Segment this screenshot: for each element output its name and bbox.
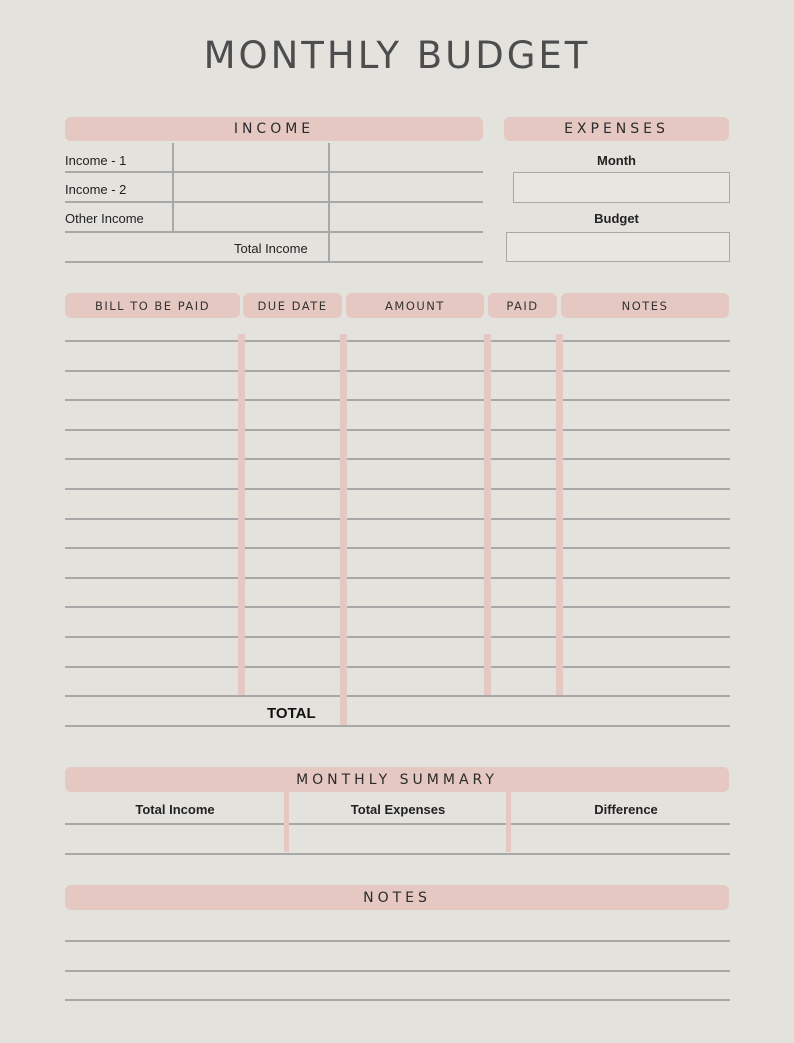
table-row-line (65, 458, 730, 460)
notes-line (65, 999, 730, 1001)
table-row-line (65, 666, 730, 668)
table-row-line (65, 370, 730, 372)
income-row-label: Other Income (65, 211, 144, 226)
income-1-field[interactable] (174, 143, 328, 171)
summary-difference-field[interactable] (512, 825, 730, 852)
column-separator (484, 334, 491, 695)
column-header-notes: NOTES (561, 293, 729, 318)
summary-difference-label: Difference (594, 802, 658, 817)
bills-total-field[interactable] (348, 697, 730, 724)
table-row-line (65, 399, 730, 401)
income-row-label: Income - 2 (65, 182, 127, 197)
divider (65, 231, 483, 233)
summary-total-expenses-label: Total Expenses (350, 802, 446, 817)
table-row-line (65, 636, 730, 638)
expenses-header: EXPENSES (504, 117, 729, 141)
summary-total-expenses-field[interactable] (290, 825, 505, 852)
column-header-amount: AMOUNT (346, 293, 484, 318)
summary-header: MONTHLY SUMMARY (65, 767, 729, 792)
column-separator (506, 792, 511, 852)
table-row-line (65, 577, 730, 579)
month-label: Month (597, 153, 636, 168)
income-2-notes-field[interactable] (330, 173, 483, 201)
budget-label: Budget (594, 211, 639, 226)
table-row-line (65, 429, 730, 431)
notes-area[interactable] (65, 912, 730, 999)
divider (65, 171, 483, 173)
column-header-bill: BILL TO BE PAID (65, 293, 240, 318)
month-field[interactable] (513, 172, 730, 203)
bills-total-label: TOTAL (267, 705, 316, 722)
summary-total-income-label: Total Income (135, 802, 215, 817)
income-header: INCOME (65, 117, 483, 141)
table-row-line (65, 547, 730, 549)
total-income-label: Total Income (234, 241, 308, 256)
divider (328, 143, 330, 262)
income-1-notes-field[interactable] (330, 143, 483, 171)
column-header-due-date: DUE DATE (243, 293, 342, 318)
other-income-notes-field[interactable] (330, 203, 483, 231)
divider (65, 853, 730, 855)
total-income-field[interactable] (330, 233, 483, 261)
column-separator (284, 792, 289, 852)
table-row-line (65, 606, 730, 608)
divider (65, 261, 483, 263)
table-row-line (65, 518, 730, 520)
table-row-line (65, 725, 730, 727)
column-separator (556, 334, 563, 695)
divider (65, 201, 483, 203)
page-title: MONTHLY BUDGET (203, 34, 591, 77)
divider (172, 143, 174, 232)
column-header-paid: PAID (488, 293, 557, 318)
budget-field[interactable] (506, 232, 730, 262)
table-row-line (65, 488, 730, 490)
notes-header: NOTES (65, 885, 729, 910)
column-separator (238, 334, 245, 695)
income-row-label: Income - 1 (65, 153, 127, 168)
table-row-line (65, 340, 730, 342)
summary-total-income-field[interactable] (65, 825, 283, 852)
income-2-field[interactable] (174, 173, 328, 201)
other-income-field[interactable] (174, 203, 328, 231)
column-separator (340, 334, 347, 725)
